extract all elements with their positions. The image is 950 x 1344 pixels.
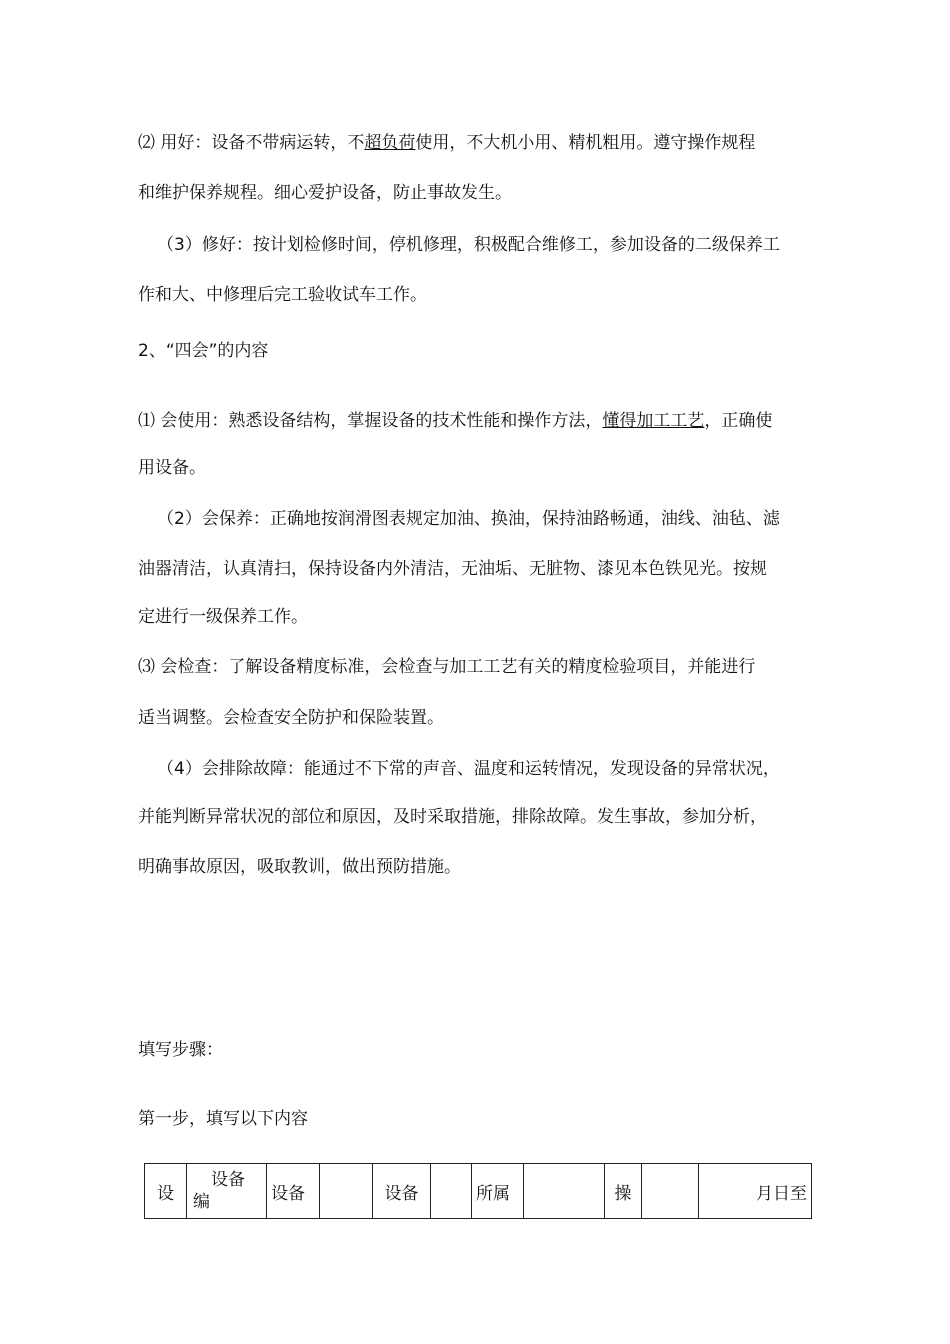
- step1-label: 第一步，填写以下内容: [138, 1109, 308, 1129]
- para-use-well-line2: 和维护保养规程。细心爱护设备，防止事故发生。: [138, 183, 512, 203]
- table-cell: 设: [145, 1164, 187, 1219]
- underlined-term: 懂得加工工艺: [602, 411, 705, 431]
- para-use-well-line1: [138, 131, 755, 155]
- steps-title: 填写步骤：: [138, 1040, 223, 1060]
- para-can-inspect-line1: ⑶ 会检查：了解设备精度标准，会检查与加工工艺有关的精度检验项目，并能进行: [138, 657, 756, 677]
- para-can-use-line1: [138, 409, 772, 433]
- para-can-maintain-line1: （2）会保养：正确地按润滑图表规定加油、换油，保持油路畅通，油线、油毡、滤: [157, 509, 780, 529]
- table-cell: [187, 1164, 267, 1219]
- table-cell[interactable]: [431, 1164, 472, 1219]
- para-troubleshoot-line1: （4）会排除故障：能通过不下常的声音、温度和运转情况，发现设备的异常状况，: [157, 759, 780, 779]
- table-cell: 月日至: [699, 1164, 812, 1219]
- para-can-maintain-line3: 定进行一级保养工作。: [138, 607, 308, 627]
- text: ⑴ 会使用：熟悉设备结构，掌握设备的技术性能和操作方法，: [138, 411, 603, 431]
- para-can-use-line2: 用设备。: [138, 458, 206, 478]
- table-cell: 所属: [472, 1164, 524, 1219]
- cell-text: 编: [193, 1192, 210, 1212]
- section-title-four-skills: 2、“四会”的内容: [138, 341, 269, 361]
- text: ，正确使: [704, 411, 773, 431]
- cell-text: 设备: [211, 1170, 245, 1190]
- table-cell[interactable]: [642, 1164, 699, 1219]
- equipment-form-table: [144, 1163, 812, 1219]
- text: 使用，不大机小用、精机粗用。遵守操作规程: [415, 133, 756, 153]
- para-repair-well-line1: （3）修好：按计划检修时间，停机修理，积极配合维修工，参加设备的二级保养工: [157, 235, 780, 255]
- table-cell[interactable]: [524, 1164, 605, 1219]
- table-cell: 设备: [267, 1164, 320, 1219]
- table-row: [145, 1164, 812, 1219]
- table-cell: 操: [605, 1164, 642, 1219]
- para-can-inspect-line2: 适当调整。会检查安全防护和保险装置。: [138, 708, 444, 728]
- para-repair-well-line2: 作和大、中修理后完工验收试车工作。: [138, 285, 427, 305]
- underlined-term: 超负荷: [364, 133, 416, 153]
- text: ⑵ 用好：设备不带病运转，不: [138, 133, 365, 153]
- para-troubleshoot-line3: 明确事故原因，吸取教训，做出预防措施。: [138, 857, 461, 877]
- para-troubleshoot-line2: 并能判断异常状况的部位和原因，及时采取措施，排除故障。发生事故，参加分析，: [138, 807, 767, 827]
- table-cell[interactable]: [320, 1164, 373, 1219]
- table-cell: 设备: [373, 1164, 431, 1219]
- para-can-maintain-line2: 油器清洁，认真清扫，保持设备内外清洁，无油垢、无脏物、漆见本色铁见光。按规: [138, 559, 767, 579]
